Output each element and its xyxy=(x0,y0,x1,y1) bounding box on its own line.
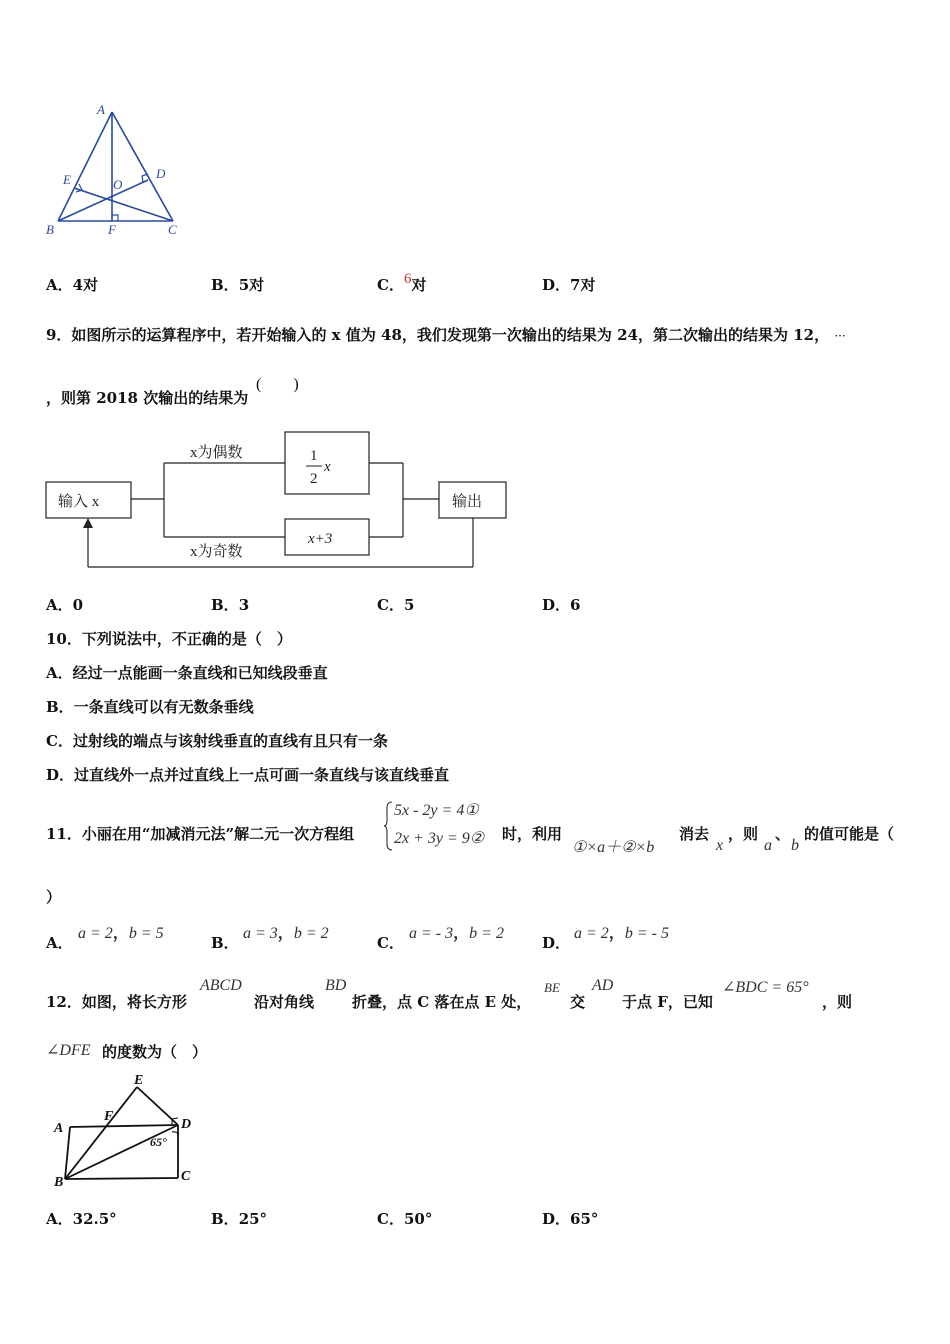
equation-system xyxy=(383,800,503,852)
q11-stem-part3: 消去 xyxy=(679,825,710,843)
q11-stem-part1: 11．小丽在用“加减消元法”解二元一次方程组 xyxy=(46,825,355,843)
q10-option-d: D．过直线外一点并过直线上一点可画一条直线与该直线垂直 xyxy=(46,766,450,784)
q12-stem-part6: ，则 xyxy=(822,993,853,1011)
label-b: B xyxy=(46,222,54,237)
label-d: D xyxy=(156,166,166,181)
flow-input-label: 输入 x xyxy=(58,494,100,510)
q11-option-b-values: a = 3，b = 2 xyxy=(243,925,329,942)
flow-half-denominator: 2 xyxy=(310,471,318,487)
flow-half-numerator: 1 xyxy=(310,448,318,464)
flow-odd-label: x为奇数 xyxy=(190,544,243,560)
q9-option-a: A．0 xyxy=(46,596,84,614)
q9-answer-paren: ( ) xyxy=(256,376,299,393)
elimination-expression: ①×a＋②×b xyxy=(572,839,655,856)
q10-option-a: A．经过一点能画一条直线和已知线段垂直 xyxy=(46,664,328,682)
fig12-label-d: D xyxy=(181,1117,192,1132)
q11-option-a: A． xyxy=(46,934,73,952)
var-a: a xyxy=(764,837,772,854)
fig12-label-c: C xyxy=(181,1169,191,1184)
q9-option-d: D．6 xyxy=(542,596,581,614)
equation-1: 5x - 2y = 4① xyxy=(394,802,479,819)
q8-option-c: C．6对 xyxy=(377,271,427,294)
q11-stem-part5: 的值可能是（ xyxy=(804,825,895,843)
var-b: b xyxy=(791,837,799,854)
q8-option-b: B．5对 xyxy=(211,276,265,294)
fig12-angle: 65° xyxy=(150,1135,167,1149)
fig12-label-e: E xyxy=(134,1073,144,1088)
fig12-label-f: F xyxy=(104,1109,114,1124)
q12-stem-part7: 的度数为（ ） xyxy=(102,1043,208,1061)
q11-stem-close: ） xyxy=(46,888,62,906)
q11-stem-part2: 时，利用 xyxy=(502,825,563,843)
q11-option-c-values: a = - 3，b = 2 xyxy=(409,925,504,942)
flow-even-label: x为偶数 xyxy=(190,445,243,461)
q11-option-a-values: a = 2，b = 5 xyxy=(78,925,164,942)
q12-option-a: A．32.5° xyxy=(46,1210,117,1228)
q11-option-d-values: a = 2，b = - 5 xyxy=(574,925,669,942)
q12-stem-part1: 12．如图，将长方形 xyxy=(46,993,187,1011)
q11-stem-part4: ，则 xyxy=(728,825,759,843)
segment-ad: AD xyxy=(592,977,614,994)
q10-stem: 10．下列说法中，不正确的是（ ） xyxy=(46,630,292,648)
q12-stem-part2: 沿对角线 xyxy=(254,993,315,1011)
q12-option-c: C．50° xyxy=(377,1210,433,1228)
flow-plus3: x+3 xyxy=(308,531,333,547)
flowchart xyxy=(40,425,520,577)
var-x: x xyxy=(716,837,724,854)
q10-option-c: C．过射线的端点与该射线垂直的直线有且只有一条 xyxy=(46,732,388,750)
q12-stem-part4: 交 xyxy=(570,993,586,1011)
q10-option-b: B．一条直线可以有无数条垂线 xyxy=(46,698,254,716)
flow-output-label: 输出 xyxy=(452,494,483,510)
equation-2: 2x + 3y = 9② xyxy=(394,830,485,847)
q12-stem-part3: 折叠，点 C 落在点 E 处， xyxy=(352,993,532,1011)
label-c: C xyxy=(168,222,177,237)
q11-separator: 、 xyxy=(775,825,791,843)
folded-rectangle-figure xyxy=(48,1072,208,1190)
flow-half-var: x xyxy=(324,459,331,475)
q9-option-b: B．3 xyxy=(211,596,250,614)
fig12-label-b: B xyxy=(54,1175,64,1190)
segment-be: BE xyxy=(544,980,560,995)
angle-dfe: ∠DFE xyxy=(46,1042,91,1059)
q8-option-d: D．7对 xyxy=(542,276,596,294)
q11-option-d: D． xyxy=(542,934,571,952)
given-angle: ∠BDC = 65° xyxy=(722,979,809,996)
q11-option-b: B． xyxy=(211,934,239,952)
triangle-figure xyxy=(40,100,190,240)
rect-abcd: ABCD xyxy=(200,977,242,994)
q9-option-c: C．5 xyxy=(377,596,415,614)
fig12-label-a: A xyxy=(54,1121,64,1136)
label-o: O xyxy=(113,177,123,192)
q9-stem-line2: ，则第 2018 次输出的结果为 xyxy=(46,389,249,407)
q8-option-a: A．4对 xyxy=(46,276,99,294)
label-f: F xyxy=(108,222,116,237)
label-e: E xyxy=(63,172,71,187)
q11-option-c: C． xyxy=(377,934,404,952)
q12-option-d: D．65° xyxy=(542,1210,599,1228)
q12-option-b: B．25° xyxy=(211,1210,268,1228)
label-a: A xyxy=(97,102,105,117)
q12-stem-part5: 于点 F，已知 xyxy=(622,993,713,1011)
q9-stem-line1: 9．如图所示的运算程序中，若开始输入的 x 值为 48，我们发现第一次输出的结果为 24，第二次输出的结果为 12， ··· xyxy=(46,326,846,344)
diagonal-bd: BD xyxy=(325,977,347,994)
